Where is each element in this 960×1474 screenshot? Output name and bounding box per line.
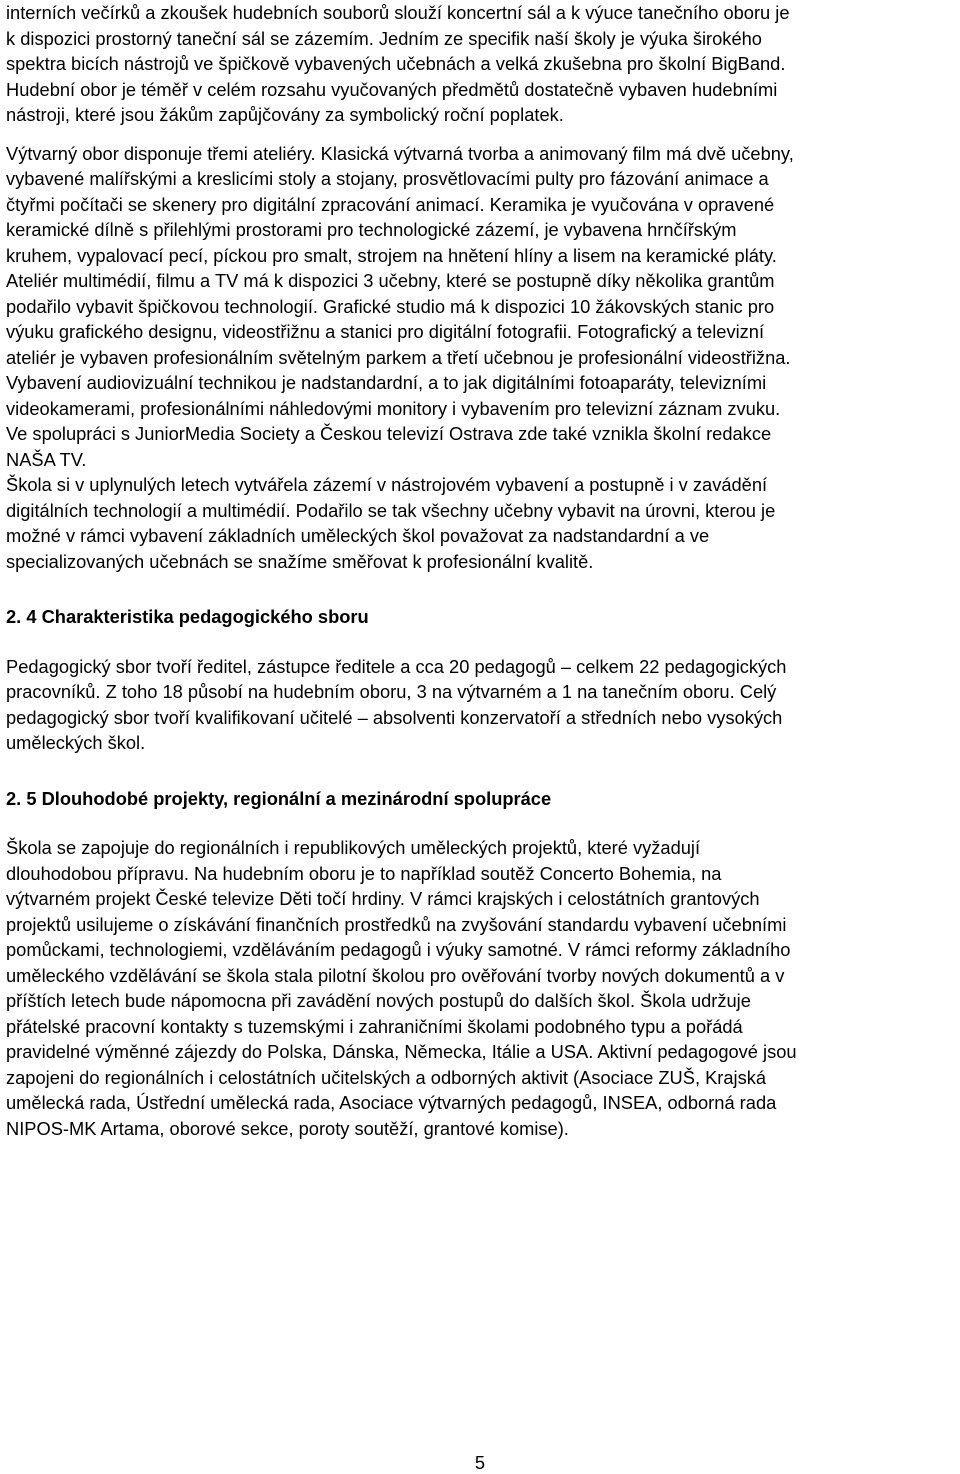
section-heading-2-4: 2. 4 Charakteristika pedagogického sboru <box>6 606 369 627</box>
paragraph-gap <box>6 128 954 141</box>
section-body-2-4: Pedagogický sbor tvoří ředitel, zástupce ředitele a cca 20 pedagogů – celkem 22 pedagogických pracovníků. Z toho 18 působí na hudebním oboru, 3 na výtvarném a 1 na tanečním oboru. Celý pedagogický sbor tvoří kvalifikovaní učitelé – absolventi konzervatoří a středních nebo vysokých uměleckých škol. <box>6 655 787 753</box>
heading-gap <box>6 811 954 835</box>
page-number: 5 <box>474 1452 486 1473</box>
section-body-2-5: Škola se zapojuje do regionálních i republikových uměleckých projektů, které vyžadují dlouhodobou přípravu. Na hudebním oboru je to například soutěž Concerto Bohemia, na výtvarném projekt České televize Děti točí hrdiny. V rámci krajských i celostátních grantových projektů usilujeme o získávání finančních prostředků na zvyšování standardu vybavení učebními pomůckami, technologiemi, vzděláváním pedagogů i výuky samotné. V rámci reformy základního uměleckého vzdělávání se škola stala pilotní školou pro ověřování tvorby nových dokumentů a v příštích letech bude nápomocna při zavádění nových postupů do dalších škol. Škola udržuje přátelské pracovní kontakty s tuzemskými i zahraničními školami podobného typu a pořádá pravidelné výměnné zájezdy do Polska, Dánska, Německa, Itálie a USA. Aktivní pedagogové jsou zapojeni do regionálních i celostátních učitelských a odborných aktivit (Asociace ZUŠ, Krajská umělecká rada, Ústřední umělecká rada, Asociace výtvarných pedagogů, INSEA, odborná rada NIPOS-MK Artama, oborové sekce, poroty soutěží, grantové komise). <box>6 837 797 1139</box>
section-gap <box>6 574 954 604</box>
intro-paragraph-equipment: interních večírků a zkoušek hudebních souborů slouží koncertní sál a k výuce tanečního oboru je k dispozici prostorný taneční sál se zázemím. Jedním ze specifik naší školy je výuka širokého spektra bicích nástrojů ve špičkově vybavených učebnách a velká zkušebna pro školní BigBand. Hudební obor je téměř v celém rozsahu vyučovaných předmětů dostatečně vybaven hudebními nástroji, které jsou žákům zapůjčovány za symbolický roční poplatek. <box>6 2 790 125</box>
section-gap <box>6 756 954 786</box>
heading-gap <box>6 630 954 654</box>
intro-paragraph-art-studios: Výtvarný obor disponuje třemi ateliéry. Klasická výtvarná tvorba a animovaný film má dvě učebny, vybavené malířskými a kreslicími stoly a stojany, prosvětlovacími pulty pro fázování animace a čtyřmi počítači se skenery pro digitální zpracování animací. Keramika je vyučována v opravené keramické dílně s přilehlými prostorami pro technologické zázemí, je vybavena hrnčířským kruhem, vypalovací pecí, píckou pro smalt, strojem na hnětení hlíny a lisem na keramické pláty. Ateliér multimédií, filmu a TV má k dispozici 3 učebny, které se postupně díky několika grantům podařilo vybavit špičkovou technologií. Grafické studio má k dispozici 10 žákovských stanic pro výuku grafického designu, videostřižnu a stanici pro digitální fotografii. Fotografický a televizní ateliér je vybaven profesionálním světelným parkem a třetí učebnou je profesionální videostřižna. Vybavení audiovizuální technikou je nadstandardní, a to jak digitálními fotoaparáty, televizními videokamerami, profesionálními náhledovými monitory i vybavením pro televizní záznam zvuku. Ve spolupráci s JuniorMedia Society a Českou televizí Ostrava zde také vznikla školní redakce NAŠA TV. Škola si v uplynulých letech vytvářela zázemí v nástrojovém vybavení a postupně i v zavádění digitálních technologií a multimédií. Podařilo se tak všechny učebny vybavit na úrovni, kterou je možné v rámci vybavení základních uměleckých škol považovat za nadstandardní a ve specializovaných učebnách se snažíme směřovat k profesionální kvalitě. <box>6 142 794 572</box>
document-page <box>6 0 954 1141</box>
section-heading-2-5: 2. 5 Dlouhodobé projekty, regionální a mezinárodní spolupráce <box>6 787 552 809</box>
